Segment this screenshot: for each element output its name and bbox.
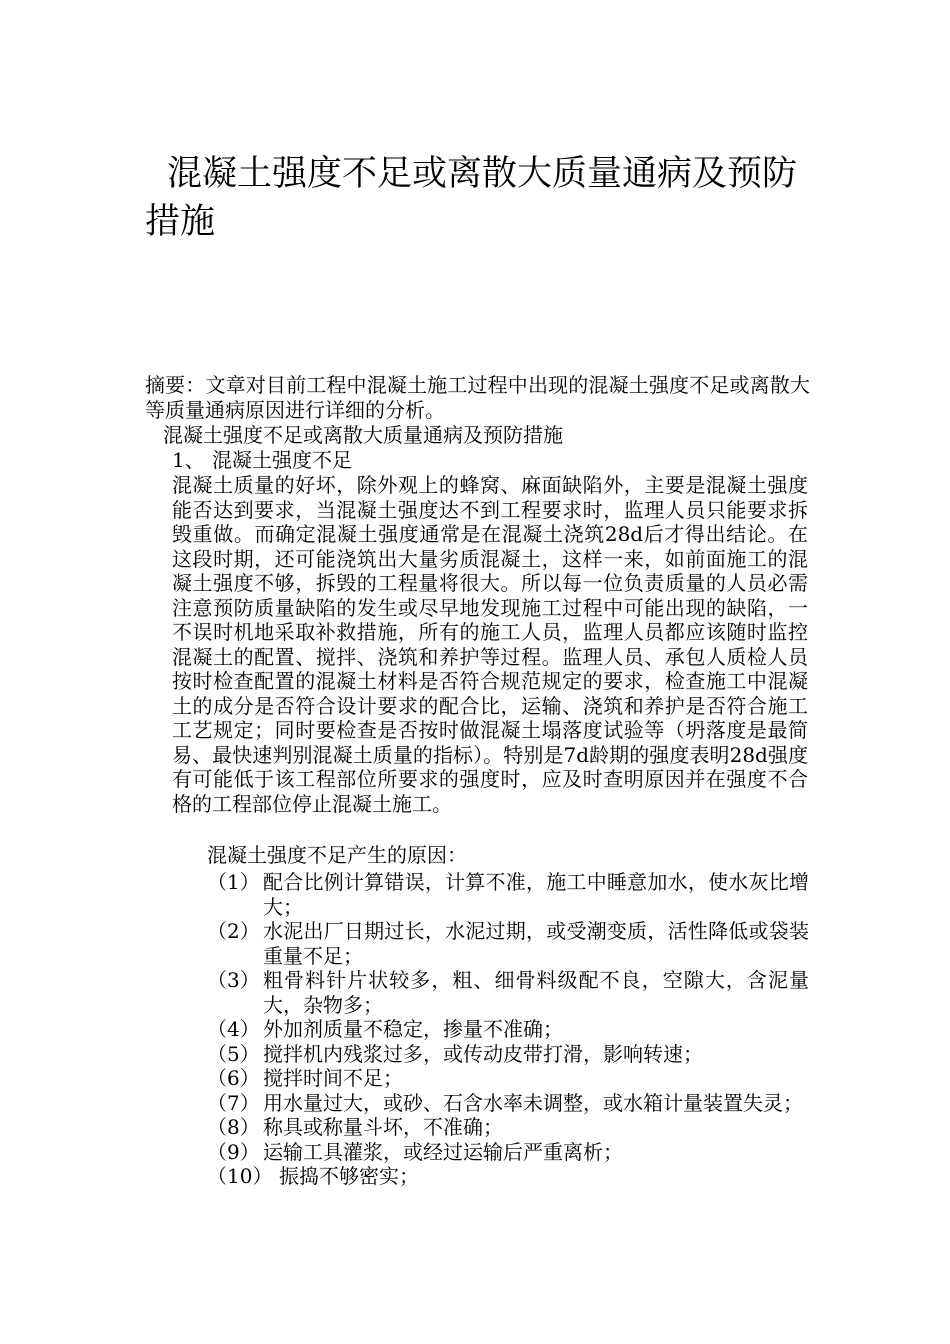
abstract-paragraph: 摘要：文章对目前工程中混凝土施工过程中出现的混凝土强度不足或离散大等质量通病原因进行详细的分析。 — [145, 373, 810, 422]
list-item — [207, 1091, 809, 1116]
body-paragraph: 混凝土质量的好坏，除外观上的蜂窝、麻面缺陷外，主要是混凝土强度能否达到要求，当混凝土强度达不到工程要求时，监理人员只能要求拆毁重做。而确定混凝土强度通常是在混凝土浇筑28d后才得出结论。在这段时期，还可能浇筑出大量劣质混凝土，这样一来，如前面施工的混凝土强度不够，拆毁的工程量将很大。所以每一位负责质量的人员必需注意预防质量缺陷的发生或尽早地发现施工过程中可能出现的缺陷，一不误时机地采取补救措施，所有的施工人员，监理人员都应该随时监控混凝土的配置、搅拌、浇筑和养护等过程。监理人员、承包人质检人员按时检查配置的混凝土材料是否符合规范规定的要求，检查施工中混凝土的成分是否符合设计要求的配合比，运输、浇筑和养护是否符合施工工艺规定；同时要检查是否按时做混凝土塌落度试验等（坍落度是最简易、最快速判别混凝土质量的指标）。特别是7d龄期的强度表明28d强度有可能低于该工程部位所要求的强度时，应及时查明原因并在强度不合格的工程部位停止混凝土施工。 — [172, 473, 808, 816]
list-item — [207, 1164, 809, 1189]
list-item — [207, 1115, 809, 1140]
list-item — [207, 1066, 809, 1091]
list-item-text: 外加剂质量不稳定，掺量不准确； — [263, 1017, 563, 1041]
list-item — [207, 1042, 809, 1067]
list-item-text: 运输工具灌浆，或经过运输后严重离析； — [263, 1139, 623, 1164]
list-item-text: 称具或称量斗坏，不准确； — [263, 1115, 503, 1139]
section-subtitle: 混凝土强度不足或离散大质量通病及预防措施 — [163, 423, 563, 447]
causes-list — [207, 870, 809, 1189]
list-item-text: 搅拌时间不足； — [263, 1066, 403, 1090]
list-item-marker: （10） — [207, 1164, 273, 1188]
causes-intro: 混凝土强度不足产生的原因： — [207, 843, 467, 867]
section-heading-text: 混凝土强度不足 — [212, 448, 352, 472]
section-heading — [172, 448, 812, 473]
list-item-text: 用水量过大，或砂、石含水率未调整，或水箱计量装置失灵； — [263, 1090, 803, 1115]
document-title: 混凝土强度不足或离散大质量通病及预防措施 — [145, 154, 798, 242]
list-item-text: 搅拌机内残浆过多，或传动皮带打滑，影响转速； — [263, 1041, 703, 1066]
section-number: 1、 — [172, 448, 205, 472]
list-item-text: 水泥出厂日期过长，水泥过期，或受潮变质，活性降低或袋装重量不足； — [263, 919, 809, 968]
list-item — [207, 870, 809, 919]
list-item-text: 粗骨料针片状较多，粗、细骨料级配不良，空隙大，含泥量大，杂物多； — [263, 968, 809, 1017]
list-item-marker: （2） — [207, 919, 260, 943]
list-item — [207, 968, 809, 1017]
list-item-text: 配合比例计算错误，计算不准，施工中睡意加水，使水灰比增大； — [263, 870, 809, 919]
list-item — [207, 1017, 809, 1042]
list-item-marker: （3） — [207, 968, 260, 992]
list-item-text: 振捣不够密实； — [279, 1164, 419, 1188]
list-item-marker: （8） — [207, 1115, 260, 1139]
list-item — [207, 919, 809, 968]
list-item-marker: （6） — [207, 1066, 260, 1090]
list-item — [207, 1140, 809, 1165]
list-item-marker: （9） — [207, 1139, 260, 1164]
list-item-marker: （5） — [207, 1041, 260, 1066]
list-item-marker: （4） — [207, 1017, 260, 1041]
list-item-marker: （7） — [207, 1090, 260, 1115]
list-item-marker: （1） — [207, 870, 260, 894]
